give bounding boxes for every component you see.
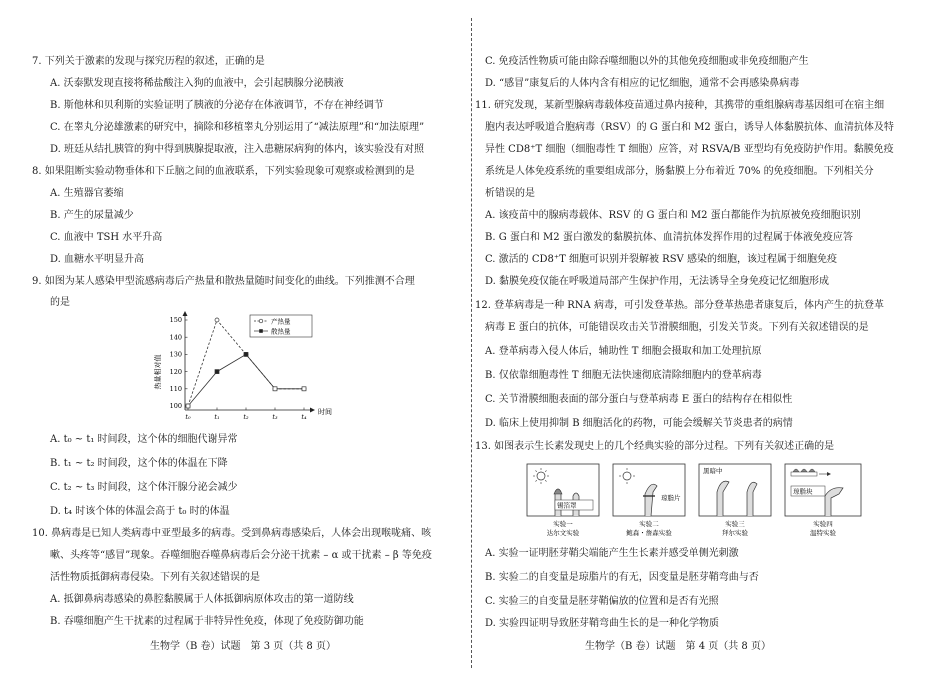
- data-point-heat-loss: [244, 352, 248, 356]
- experiment-1-darwin: [527, 464, 599, 516]
- q10-option-c: C. 免疫活性物质可能由除吞噬细胞以外的其他免疫细胞或非免疫细胞产生: [485, 56, 809, 67]
- chart-legend: [250, 315, 312, 337]
- q13-option-d: D. 实验四证明导致胚芽鞘弯曲生长的是一种化学物质: [485, 618, 720, 629]
- caption-experiment-3-title: 实验三: [725, 520, 745, 528]
- data-point-heat-loss: [302, 387, 306, 391]
- page-divider: [471, 18, 472, 668]
- q7-option-b: B. 斯他林和贝利斯的实验证明了胰液的分泌存在体液调节，不存在神经调节: [50, 100, 384, 111]
- q10-line3: 活性物质抵御病毒侵染。下列有关叙述错误的是: [50, 572, 260, 583]
- q11-line1: 11. 研究发现，某新型腺病毒载体疫苗通过鼻内接种，其携带的重组腺病毒基因组可在宿主细: [475, 100, 885, 111]
- q7-option-d: D. 班廷从结扎胰管的狗中得到胰腺提取液，注入患糖尿病狗的体内，该实验没有对照: [50, 144, 425, 155]
- foil-cap-label: 锡箔罩: [557, 501, 577, 510]
- y-tick-label: 150: [169, 316, 182, 325]
- q11-option-a: A. 该疫苗中的腺病毒载体、RSV 的 G 蛋白和 M2 蛋白都能作为抗原被免疫细胞识别: [485, 210, 861, 221]
- q11-option-b: B. G 蛋白和 M2 蛋白激发的黏膜抗体、血清抗体发挥作用的过程属于体液免疫应答: [485, 232, 853, 243]
- data-point-heat-production: [215, 318, 219, 322]
- q7-stem: 7. 下列关于激素的发现与探究历程的叙述，正确的是: [32, 56, 265, 67]
- q9-option-d: D. t₄ 时该个体的体温会高于 t₀ 时的体温: [50, 506, 230, 517]
- y-tick-label: 100: [169, 402, 182, 411]
- x-tick-label: t₁: [214, 413, 220, 421]
- y-tick-label: 110: [169, 385, 182, 393]
- data-point-heat-loss: [186, 404, 190, 408]
- x-tick-label: t₃: [272, 413, 278, 421]
- chart-y-arrow: [183, 311, 188, 316]
- x-tick-label: t₂: [243, 413, 249, 421]
- series-line-heat-loss: [188, 354, 304, 406]
- q11-option-c: C. 激活的 CD8⁺T 细胞可识别并裂解被 RSV 感染的细胞，该过程属于细胞免疫: [485, 254, 837, 265]
- caption-experiment-4-name: 温特实验: [810, 529, 836, 537]
- darkness-label: 黑暗中: [703, 467, 723, 475]
- q9-stem-line2: 的是: [50, 297, 70, 308]
- q10-line2: 嗽、头疼等“感冒”现象。吞噬细胞吞噬鼻病毒后会分泌干扰素 – α 或干扰素 – β 等免疫: [50, 550, 432, 561]
- caption-experiment-1-title: 实验一: [553, 520, 573, 528]
- q12-option-b: B. 仅依靠细胞毒性 T 细胞无法快速彻底清除细胞内的登革病毒: [485, 370, 762, 381]
- q8-stem: 8. 如果阻断实验动物垂体和下丘脑之间的血液联系，下列实验现象可观察或检测到的是: [32, 166, 415, 177]
- q10-option-d: D. “感冒”康复后的人体内含有相应的记忆细胞，通常不会再感染鼻病毒: [485, 78, 800, 89]
- q11-option-d: D. 黏膜免疫仅能在呼吸道局部产生保护作用，无法诱导全身免疫记忆细胞形成: [485, 276, 830, 287]
- experiment-2-boysen-jensen: [613, 464, 685, 516]
- q8-option-a: A. 生殖器官萎缩: [50, 188, 124, 199]
- y-tick-label: 140: [169, 333, 182, 342]
- experiment-4-went: [785, 464, 861, 516]
- q10-line1: 10. 鼻病毒是已知人类病毒中亚型最多的病毒。受到鼻病毒感染后，人体会出现喉咙痛、咳: [32, 528, 432, 539]
- q13-option-a: A. 实验一证明胚芽鞘尖端能产生生长素并感受单侧光刺激: [485, 548, 739, 559]
- caption-experiment-1-name: 达尔文实验: [546, 529, 580, 537]
- q7-option-c: C. 在睾丸分泌雄激素的研究中，摘除和移植睾丸分别运用了“减法原理”和“加法原理”: [50, 122, 425, 133]
- caption-experiment-2-title: 实验二: [639, 520, 659, 528]
- caption-experiment-4-title: 实验四: [813, 520, 833, 528]
- q9-chart-svg: [150, 310, 340, 428]
- q12-option-a: A. 登革病毒入侵人体后，辅助性 T 细胞会摄取和加工处理抗原: [485, 346, 762, 357]
- y-tick-label: 120: [169, 367, 182, 376]
- q10-option-a: A. 抵御鼻病毒感染的鼻腔黏膜属于人体抵御病原体攻击的第一道防线: [50, 594, 354, 605]
- x-tick-label: t₄: [301, 413, 307, 421]
- q7-option-a: A. 沃泰默发现直接将稀盐酸注入狗的血液中，会引起胰腺分泌胰液: [50, 78, 344, 89]
- q8-option-c: C. 血液中 TSH 水平升高: [50, 232, 163, 243]
- q12-option-c: C. 关节滑膜细胞表面的部分蛋白与登革病毒 E 蛋白的结构存在相似性: [485, 394, 793, 405]
- q12-line1: 12. 登革病毒是一种 RNA 病毒，可引发登革热。部分登革热患者康复后，体内产生的抗登革: [475, 300, 884, 311]
- q11-line5: 析错误的是: [485, 188, 535, 199]
- legend-label-heat-loss: 散热量: [271, 327, 291, 336]
- agar-sheet-label: 琼脂片: [661, 494, 681, 502]
- q8-option-b: B. 产生的尿量减少: [50, 210, 134, 221]
- legend-label-heat-production: 产热量: [271, 317, 291, 326]
- q9-chart: [150, 310, 340, 432]
- agar-block-label: 琼脂块: [793, 487, 813, 496]
- q9-stem-line1: 9. 如图为某人感染甲型流感病毒后产热量和散热量随时间变化的曲线。下列推测不合理: [32, 276, 415, 287]
- experiment-3-paal: [699, 464, 771, 516]
- q9-option-a: A. t₀ ~ t₁ 时间段，这个体的细胞代谢异常: [50, 434, 238, 445]
- y-tick-label: 130: [169, 350, 182, 359]
- q11-line4: 系统是人体免疫系统的重要组成部分，肠黏膜上分布着近 70% 的免疫细胞。下列相关分: [485, 166, 874, 177]
- page-footer-left: 生物学（B 卷）试题 第 3 页（共 8 页）: [150, 641, 336, 652]
- caption-experiment-3-name: 拜尔实验: [722, 529, 748, 537]
- chart-x-arrow: [310, 408, 315, 413]
- q12-line2: 病毒 E 蛋白的抗体，可能错误攻击关节滑膜细胞，引发关节炎。下列有关叙述错误的是: [485, 322, 869, 333]
- caption-experiment-2-name: 鲍森・詹森实验: [626, 529, 672, 537]
- data-point-heat-loss: [215, 370, 219, 374]
- chart-ylabel: 热量相对值: [154, 354, 162, 390]
- page-footer-right: 生物学（B 卷）试题 第 4 页（共 8 页）: [585, 641, 771, 652]
- q9-option-c: C. t₂ ~ t₃ 时间段，这个体汗腺分泌会减少: [50, 482, 238, 493]
- q11-line2: 胞内表达呼吸道合胞病毒（RSV）的 G 蛋白和 M2 蛋白，诱导人体黏膜抗体、血清抗体及特: [485, 122, 894, 133]
- q13-stem: 13. 如图表示生长素发现史上的几个经典实验的部分过程。下列有关叙述正确的是: [475, 441, 835, 452]
- q12-option-d: D. 临床上使用抑制 B 细胞活化的药物，可能会缓解关节炎患者的病情: [485, 418, 793, 429]
- chart-xlabel: 时间: [318, 408, 332, 416]
- q13-option-b: B. 实验二的自变量是琼脂片的有无，因变量是胚芽鞘弯曲与否: [485, 572, 759, 583]
- x-tick-label: t₀: [185, 413, 191, 421]
- q11-line3: 异性 CD8⁺T 细胞（细胞毒性 T 细胞）应答，对 RSVA/B 亚型均有免疫防护作用。黏膜免疫: [485, 144, 894, 155]
- data-point-heat-loss: [273, 387, 277, 391]
- q8-option-d: D. 血糖水平明显升高: [50, 254, 145, 265]
- q10-option-b: B. 吞噬细胞产生干扰素的过程属于非特异性免疫，体现了免疫防御功能: [50, 616, 364, 627]
- q13-figure: [525, 462, 865, 548]
- q9-option-b: B. t₁ ~ t₂ 时间段，这个体的体温在下降: [50, 458, 228, 469]
- q13-figure-svg: [525, 462, 865, 544]
- q13-option-c: C. 实验三的自变量是胚芽鞘偏放的位置和是否有光照: [485, 596, 719, 607]
